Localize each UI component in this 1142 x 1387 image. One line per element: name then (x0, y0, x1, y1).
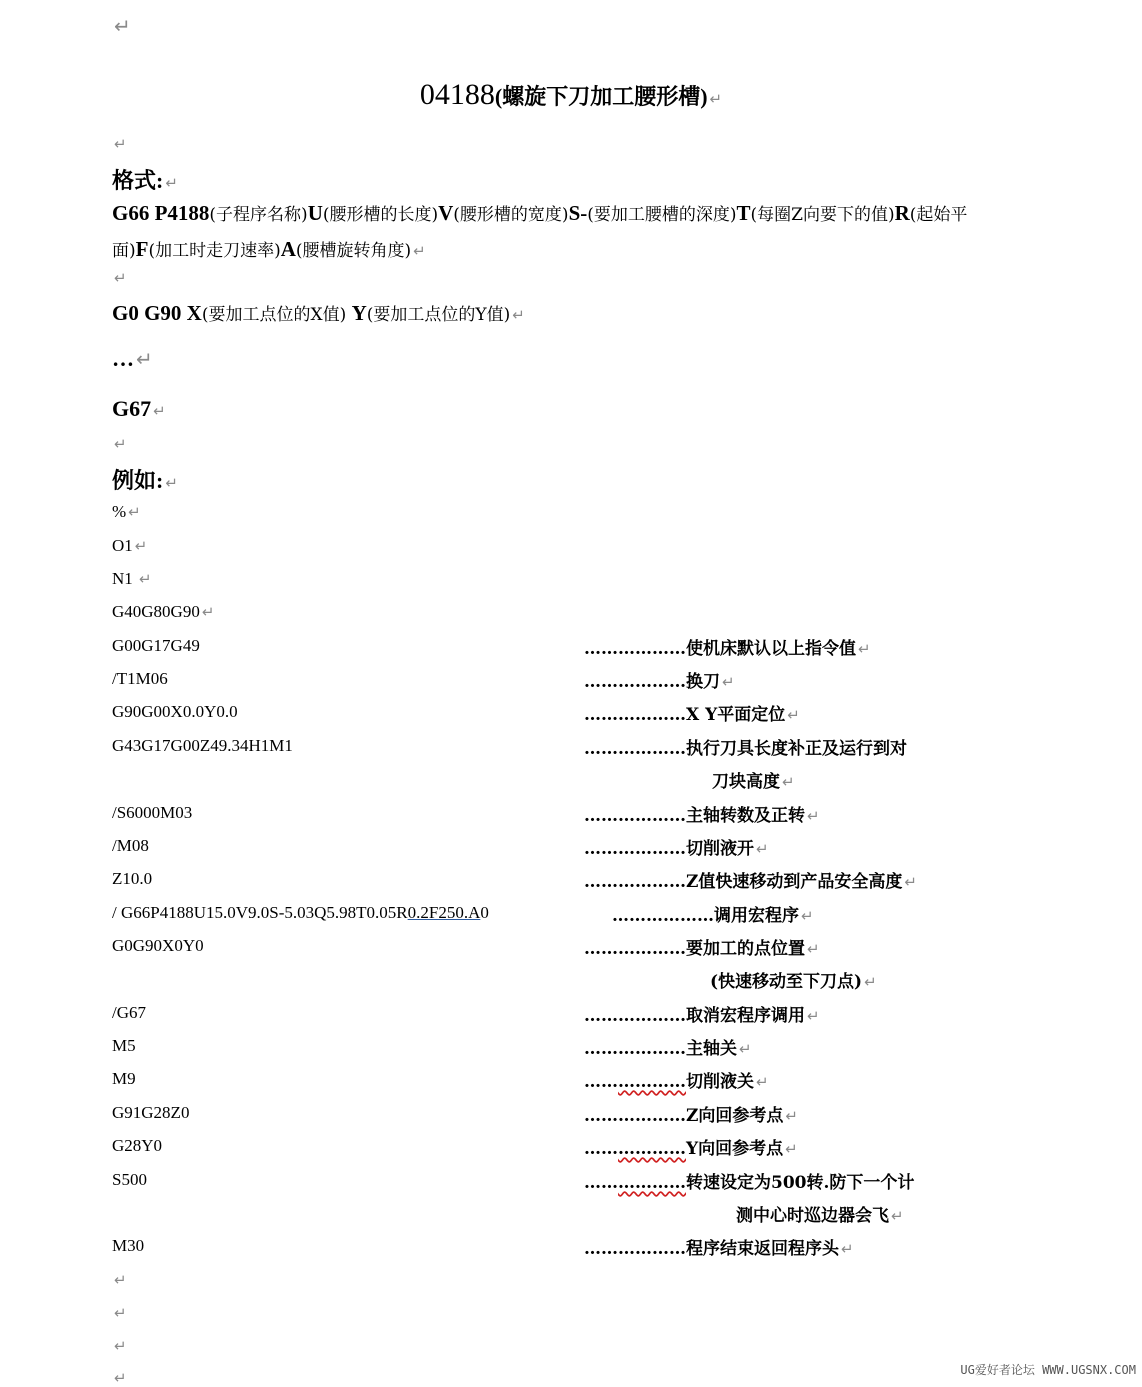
leader-dots: ……………… (584, 1106, 686, 1126)
watermark: UG爱好者论坛 WWW.UGSNX.COM (960, 1363, 1136, 1377)
code-text: N1 (112, 569, 138, 588)
paragraph-mark-icon: ↵ (201, 603, 215, 621)
code-part-underlined: 0.2F250.A (407, 903, 481, 922)
example-heading-text: 例如: (112, 468, 164, 493)
syntax-cmd: F (135, 237, 149, 261)
title-desc: (螺旋下刀加工腰形槽) (494, 84, 708, 109)
comment-text: 转速设定为500转.防下一个计 (686, 1173, 915, 1193)
code-text: G00G17G49 (112, 636, 200, 655)
paragraph-mark-icon: ↵ (801, 907, 814, 925)
empty-paragraph (112, 14, 131, 38)
comment-text: 主轴转数及正转 (686, 806, 805, 826)
paragraph-mark-icon: ↵ (722, 673, 735, 691)
leader-dots: ……………… (612, 906, 714, 926)
syntax-desc: (腰槽旋转角度) (295, 241, 412, 261)
paragraph-mark-icon: ↵ (165, 474, 178, 492)
paragraph-mark-icon: ↵ (807, 940, 820, 958)
syntax-desc: (起始平面) (112, 205, 968, 261)
comment (612, 901, 814, 926)
position-syntax (112, 296, 1012, 332)
leader-dots: ……………… (584, 1239, 686, 1259)
code-text: M9 (112, 1069, 136, 1088)
comment-text: 要加工的点位置 (686, 939, 805, 959)
paragraph-mark-icon: ↵ (785, 1140, 798, 1158)
syntax-desc: (每圈Z向要下的值) (750, 205, 895, 225)
comment (584, 867, 917, 892)
syntax-cmd: A (280, 237, 296, 261)
code-text: G40G80G90 (112, 602, 200, 621)
empty-paragraph (112, 434, 127, 453)
leader-dots: ……………… (584, 806, 686, 826)
g67-text: G67 (112, 396, 152, 421)
comment (584, 634, 871, 659)
paragraph-mark-icon: ↵ (512, 306, 525, 324)
comment (584, 934, 820, 959)
syntax-desc: (要加工腰槽的深度) (587, 205, 737, 225)
paragraph-mark-icon: ↵ (136, 347, 153, 371)
paragraph-mark-icon: ↵ (904, 873, 917, 891)
code-line (112, 569, 152, 589)
code-text: M30 (112, 1236, 145, 1255)
paragraph-mark-icon: ↵ (739, 1040, 752, 1058)
paragraph-mark-icon: ↵ (841, 1240, 854, 1258)
comment (584, 834, 769, 859)
leader-dots-spellcheck: ………… (618, 1072, 686, 1092)
title-code: 04188 (419, 78, 495, 111)
code-text: S500 (112, 1170, 147, 1189)
leader-dots: …… (584, 1139, 618, 1159)
comment-text: Z值快速移动到产品安全高度 (686, 872, 903, 892)
comment-text: 使机床默认以上指令值 (686, 639, 856, 659)
comment-text: 程序结束返回程序头 (686, 1239, 839, 1259)
leader-dots: ……………… (584, 939, 686, 959)
comment (584, 801, 820, 826)
paragraph-mark-icon: ↵ (807, 807, 820, 825)
comment (584, 1001, 820, 1026)
syntax-desc: (子程序名称) (209, 205, 308, 225)
paragraph-mark-icon: ↵ (782, 773, 795, 791)
code-text: G43G17G00Z49.34H1M1 (112, 736, 293, 755)
paragraph-mark-icon: ↵ (891, 1207, 904, 1225)
paragraph-mark-icon: ↵ (114, 269, 127, 287)
syntax-cmd: V (438, 201, 454, 225)
comment (584, 734, 907, 759)
comment-continuation (712, 767, 795, 792)
format-heading (112, 164, 178, 195)
code-text: /M08 (112, 836, 149, 855)
paragraph-mark-icon: ↵ (864, 973, 877, 991)
paragraph-mark-icon: ↵ (413, 242, 426, 260)
code-text: /S6000M03 (112, 803, 193, 822)
syntax-cmd: Y (351, 301, 367, 325)
ellipsis-text: … (112, 346, 134, 371)
syntax-desc: (要加工点位的Y值) (366, 305, 511, 325)
leader-dots: ……………… (584, 1039, 686, 1059)
paragraph-mark-icon: ↵ (114, 135, 127, 153)
empty-paragraph (112, 1270, 127, 1289)
paragraph-mark-icon: ↵ (128, 503, 141, 521)
code-line (112, 536, 147, 556)
code-text (112, 903, 489, 923)
comment-text: Z向回参考点 (686, 1106, 784, 1126)
comment (584, 1234, 854, 1259)
paragraph-mark-icon: ↵ (858, 640, 871, 658)
code-text: M5 (112, 1036, 136, 1055)
syntax-desc: (加工时走刀速率) (148, 241, 281, 261)
paragraph-mark-icon: ↵ (114, 435, 127, 453)
paragraph-mark-icon: ↵ (807, 1007, 820, 1025)
leader-dots: ……………… (584, 739, 686, 759)
code-text: /T1M06 (112, 669, 168, 688)
comment-text: X Y平面定位 (686, 705, 786, 725)
paragraph-mark-icon: ↵ (114, 1337, 127, 1355)
paragraph-mark-icon: ↵ (165, 174, 178, 192)
code-text: G91G28Z0 (112, 1103, 190, 1122)
comment-text: (快速移动至下刀点) (710, 972, 863, 992)
code-text: G0G90X0Y0 (112, 936, 204, 955)
code-part: 0 (480, 903, 489, 922)
comment-text: Y向回参考点 (686, 1139, 784, 1159)
comment-text: 取消宏程序调用 (686, 1006, 805, 1026)
syntax-cmd: S- (568, 201, 588, 225)
comment-text: 切削液开 (686, 839, 754, 859)
paragraph-mark-icon: ↵ (756, 840, 769, 858)
paragraph-mark-icon: ↵ (756, 1073, 769, 1091)
comment-text: 刀块高度 (712, 772, 780, 792)
paragraph-mark-icon: ↵ (114, 1369, 127, 1387)
paragraph-mark-icon: ↵ (114, 1271, 127, 1289)
comment-continuation (736, 1201, 904, 1226)
leader-dots: …… (584, 1072, 618, 1092)
syntax-cmd: G66 P4188 (112, 201, 210, 225)
comment-text: 执行刀具长度补正及运行到对 (686, 739, 907, 759)
empty-paragraph (112, 134, 127, 153)
empty-paragraph (112, 268, 127, 287)
comment-text: 换刀 (686, 672, 720, 692)
comment-text: 主轴关 (686, 1039, 737, 1059)
code-text: G28Y0 (112, 1136, 163, 1155)
comment (584, 667, 735, 692)
leader-dots-spellcheck: ………… (618, 1139, 686, 1159)
comment (584, 1034, 752, 1059)
leader-dots: ……………… (584, 872, 686, 892)
code-line (112, 602, 214, 622)
paragraph-mark-icon: ↵ (787, 706, 800, 724)
leader-dots: ……………… (584, 705, 686, 725)
comment-continuation (710, 967, 877, 992)
code-line (112, 502, 141, 522)
paragraph-mark-icon: ↵ (139, 570, 152, 588)
syntax-cmd: U (307, 201, 323, 225)
leader-dots-spellcheck: ………… (618, 1173, 686, 1193)
paragraph-mark-icon: ↵ (134, 537, 148, 555)
empty-paragraph (112, 1303, 127, 1322)
empty-paragraph (112, 1368, 127, 1387)
syntax-cmd: R (894, 201, 910, 225)
empty-paragraph (112, 1336, 127, 1355)
code-part: / G66P4188U15.0V9.0S-5.03Q5.98T0.05R (112, 903, 408, 922)
syntax-desc: (腰形槽的长度) (322, 205, 439, 225)
leader-dots: ……………… (584, 639, 686, 659)
leader-dots: ……………… (584, 1006, 686, 1026)
paragraph-mark-icon: ↵ (114, 1304, 127, 1322)
example-heading (112, 464, 178, 495)
paragraph-mark-icon: ↵ (709, 90, 723, 108)
comment (584, 1101, 798, 1126)
comment-text: 切削液关 (686, 1072, 754, 1092)
code-text: % (112, 502, 127, 521)
syntax-cmd: T (736, 201, 751, 225)
document-title (0, 78, 1142, 112)
g67-line (112, 396, 166, 422)
comment-text: 调用宏程序 (714, 906, 799, 926)
paragraph-mark-icon: ↵ (114, 14, 131, 38)
paragraph-mark-icon: ↵ (153, 402, 166, 420)
comment (584, 700, 800, 725)
comment (584, 1134, 798, 1159)
leader-dots: ……………… (584, 672, 686, 692)
leader-dots: ……………… (584, 839, 686, 859)
comment-text: 测中心时巡边器会飞 (736, 1206, 889, 1226)
code-text: G90G00X0.0Y0.0 (112, 702, 238, 721)
code-text: Z10.0 (112, 869, 153, 888)
comment (584, 1168, 914, 1193)
code-text: O1 (112, 536, 133, 555)
format-syntax (112, 196, 1012, 268)
comment (584, 1067, 769, 1092)
format-heading-text: 格式: (112, 168, 164, 193)
leader-dots: …… (584, 1173, 618, 1193)
syntax-desc: (腰形槽的宽度) (453, 205, 569, 225)
syntax-desc: (要加工点位的X值) (201, 305, 352, 325)
syntax-cmd: G0 G90 X (112, 301, 202, 325)
code-text: /G67 (112, 1003, 146, 1022)
ellipsis-line (112, 346, 153, 372)
paragraph-mark-icon: ↵ (785, 1107, 798, 1125)
